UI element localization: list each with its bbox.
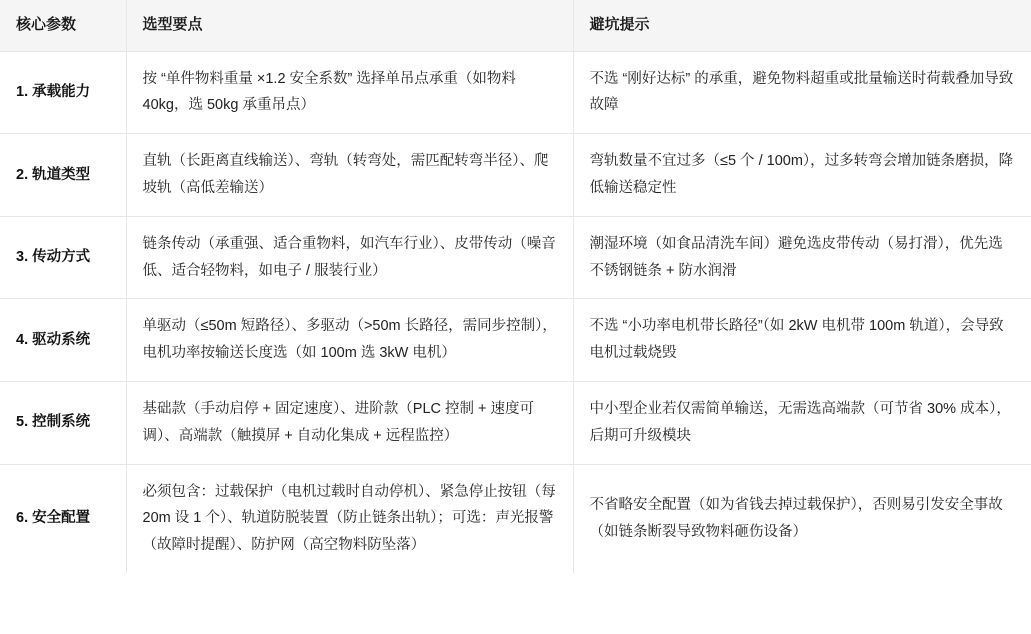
table-body: [0, 51, 1031, 573]
table-row: [0, 134, 1031, 217]
cell-selection-points: 链条传动（承重强、适合重物料，如汽车行业）、皮带传动（噪音低、适合轻物料，如电子 / 服装行业）: [126, 216, 573, 299]
cell-core-parameter: 6. 安全配置: [0, 464, 126, 573]
cell-pitfall-tips: 不选 “小功率电机带长路径”（如 2kW 电机带 100m 轨道），会导致电机过载烧毁: [573, 299, 1031, 382]
column-header-core-parameter: 核心参数: [0, 0, 126, 51]
table-header: [0, 0, 1031, 51]
cell-pitfall-tips: 不省略安全配置（如为省钱去掉过载保护），否则易引发安全事故（如链条断裂导致物料砸伤设备）: [573, 464, 1031, 573]
cell-pitfall-tips: 潮湿环境（如食品清洗车间）避免选皮带传动（易打滑），优先选不锈钢链条 + 防水润滑: [573, 216, 1031, 299]
cell-core-parameter: 2. 轨道类型: [0, 134, 126, 217]
cell-pitfall-tips: 不选 “刚好达标” 的承重，避免物料超重或批量输送时荷载叠加导致故障: [573, 51, 1031, 134]
cell-core-parameter: 3. 传动方式: [0, 216, 126, 299]
table-row: [0, 299, 1031, 382]
cell-selection-points: 单驱动（≤50m 短路径）、多驱动（>50m 长路径，需同步控制），电机功率按输送长度选（如 100m 选 3kW 电机）: [126, 299, 573, 382]
cell-selection-points: 基础款（手动启停 + 固定速度）、进阶款（PLC 控制 + 速度可调）、高端款（触摸屏 + 自动化集成 + 远程监控）: [126, 382, 573, 465]
table-row: [0, 464, 1031, 573]
cell-core-parameter: 4. 驱动系统: [0, 299, 126, 382]
table-row: [0, 51, 1031, 134]
table-row: [0, 216, 1031, 299]
cell-pitfall-tips: 中小型企业若仅需简单输送，无需选高端款（可节省 30% 成本），后期可升级模块: [573, 382, 1031, 465]
cell-selection-points: 必须包含：过载保护（电机过载时自动停机）、紧急停止按钮（每 20m 设 1 个）、轨道防脱装置（防止链条出轨）；可选：声光报警（故障时提醒）、防护网（高空物料防坠落）: [126, 464, 573, 573]
cell-selection-points: 直轨（长距离直线输送）、弯轨（转弯处，需匹配转弯半径）、爬坡轨（高低差输送）: [126, 134, 573, 217]
column-header-selection-points: 选型要点: [126, 0, 573, 51]
column-header-pitfall-tips: 避坑提示: [573, 0, 1031, 51]
cell-pitfall-tips: 弯轨数量不宜过多（≤5 个 / 100m），过多转弯会增加链条磨损，降低输送稳定性: [573, 134, 1031, 217]
cell-core-parameter: 5. 控制系统: [0, 382, 126, 465]
cell-selection-points: 按 “单件物料重量 ×1.2 安全系数” 选择单吊点承重（如物料 40kg，选 50kg 承重吊点）: [126, 51, 573, 134]
cell-core-parameter: 1. 承载能力: [0, 51, 126, 134]
table-row: [0, 382, 1031, 465]
table-header-row: [0, 0, 1031, 51]
